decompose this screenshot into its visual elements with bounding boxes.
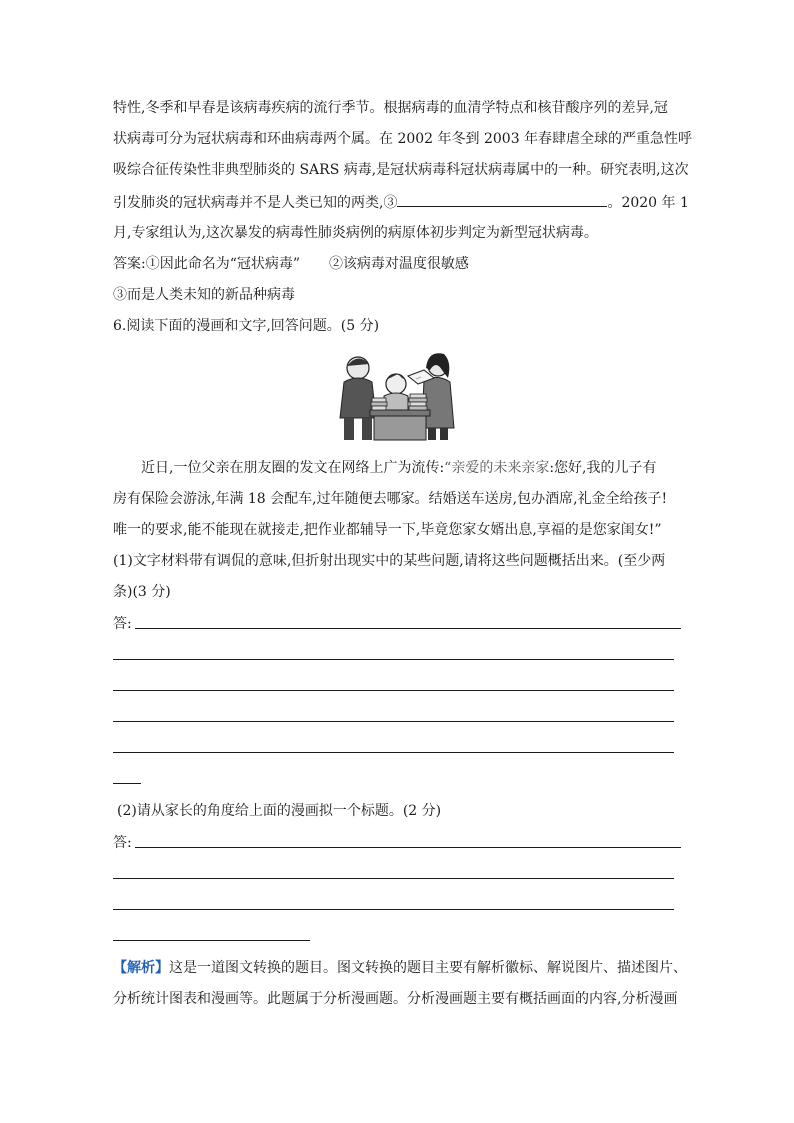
analysis-line-2: 分析统计图表和漫画等。此题属于分析漫画题。分析漫画题主要有概括画面的内容,分析漫画 <box>113 991 678 1007</box>
analysis-label: 【解析】 <box>113 960 169 976</box>
sub-question-1-line-2: 条)(3 分) <box>113 584 171 600</box>
intro-line-4-text: 引发肺炎的冠状病毒并不是人类已知的两类,③ <box>113 195 398 211</box>
answer-line-2: ③而是人类未知的新品种病毒 <box>113 287 295 303</box>
answer-rule-short <box>113 940 310 941</box>
answer-rule <box>113 659 674 660</box>
answer-rule <box>113 878 674 879</box>
sub-question-1-line-1: (1)文字材料带有调侃的意味,但折射出现实中的某些问题,请将这些问题概括出来。(至少两 <box>113 553 666 569</box>
answer-item-1: 答案:①因此命名为“冠状病毒” <box>113 256 301 272</box>
analysis-line-1 <box>113 958 687 978</box>
answer-rule <box>113 690 674 691</box>
answer-rule <box>113 752 674 753</box>
question-6-title: 6.阅读下面的漫画和文字,回答问题。(5 分) <box>113 318 380 334</box>
answer-label-2: 答: <box>113 835 132 851</box>
passage-line-1 <box>141 458 657 478</box>
answer-line-1 <box>113 254 469 274</box>
intro-line-2: 状病毒可分为冠状病毒和环曲病毒两个属。在 2002 年冬到 2003 年春肆虐全球的严重急性呼 <box>113 131 693 147</box>
analysis-line-1-text: 这是一道图文转换的题目。图文转换的题目主要有解析徽标、解说图片、描述图片、 <box>169 960 687 976</box>
answer-rule <box>135 628 681 629</box>
intro-line-3: 吸综合征传染性非典型肺炎的 SARS 病毒,是冠状病毒科冠状病毒属中的一种。研究表明,这次 <box>113 162 689 178</box>
answer-item-2: ②该病毒对温度很敏感 <box>328 256 469 272</box>
intro-line-1: 特性,冬季和早春是该病毒疾病的流行季节。根据病毒的血清学特点和核苷酸序列的差异,冠 <box>113 100 668 116</box>
answer-rule <box>113 909 674 910</box>
fill-blank-3 <box>397 192 607 207</box>
intro-line-5: 月,专家组认为,这次暴发的病毒性肺炎病例的病原体初步判定为新型冠状病毒。 <box>113 225 598 241</box>
passage-quote-salutation: “亲爱的未来亲家 <box>444 460 550 476</box>
answer-rule-short <box>113 783 141 784</box>
passage-line-1-tail: :您好,我的儿子有 <box>549 460 657 476</box>
intro-line-4-tail: 。2020 年 1 <box>607 195 689 211</box>
answer-rule <box>135 847 681 848</box>
passage-line-1-lead: 近日,一位父亲在朋友圈的发文在网络上广为流传: <box>141 460 445 476</box>
sub-question-2: (2)请从家长的角度给上面的漫画拟一个标题。(2 分) <box>117 803 442 819</box>
passage-line-2: 房有保险会游泳,年满 18 会配车,过年随便去哪家。结婚送车送房,包办酒席,礼金全给孩子! <box>113 491 668 507</box>
passage-line-3: 唯一的要求,能不能现在就接走,把作业都辅导一下,毕竟您家女婿出息,享福的是您家闺女!” <box>113 522 662 538</box>
parents-and-child-homework-cartoon-icon <box>336 348 458 444</box>
intro-line-4 <box>113 192 689 213</box>
answer-rule <box>113 721 674 722</box>
answer-label-1: 答: <box>113 616 132 632</box>
